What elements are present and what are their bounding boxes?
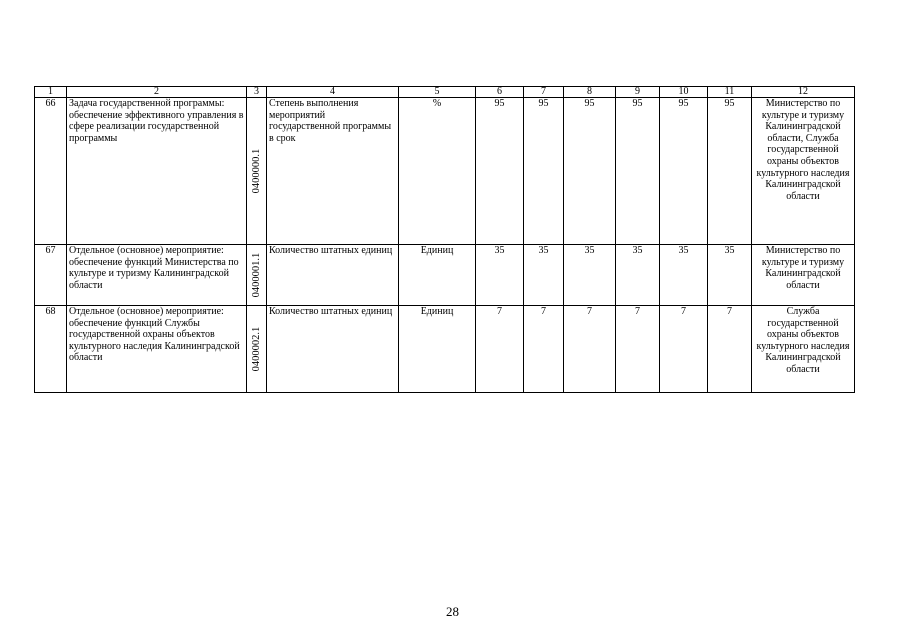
- value-cell: 7: [660, 306, 708, 393]
- row-number: 67: [35, 245, 67, 306]
- value-cell: 95: [524, 98, 564, 245]
- event-name: Отдельное (основное) мероприятие: обеспечение функций Службы государственной охраны объектов культурного наследия Калининградской области: [67, 306, 247, 393]
- col-header: 10: [660, 87, 708, 98]
- code-text: 0400002.1: [250, 326, 262, 372]
- event-name: Отдельное (основное) мероприятие: обеспечение функций Министерства по культуре и туризму Калининградской области: [67, 245, 247, 306]
- column-number-row: [35, 87, 855, 98]
- row-number: 68: [35, 306, 67, 393]
- value-cell: 95: [708, 98, 752, 245]
- col-header: 12: [752, 87, 855, 98]
- responsible: Министерство по культуре и туризму Калининградской области: [752, 245, 855, 306]
- col-header: 9: [616, 87, 660, 98]
- responsible: Служба государственной охраны объектов культурного наследия Калининградской области: [752, 306, 855, 393]
- value-cell: 95: [660, 98, 708, 245]
- table-row: [35, 306, 855, 393]
- col-header: 4: [267, 87, 399, 98]
- unit: Единиц: [399, 245, 476, 306]
- value-cell: 35: [616, 245, 660, 306]
- code-cell: [247, 245, 267, 306]
- unit: Единиц: [399, 306, 476, 393]
- program-table: [34, 86, 855, 393]
- code-text: 0400001.1: [250, 252, 262, 298]
- unit: %: [399, 98, 476, 245]
- value-cell: 35: [476, 245, 524, 306]
- code-cell: [247, 306, 267, 393]
- indicator-name: Количество штатных единиц: [267, 245, 399, 306]
- col-header: 2: [67, 87, 247, 98]
- col-header: 3: [247, 87, 267, 98]
- col-header: 6: [476, 87, 524, 98]
- code-text: 0400000.1: [250, 148, 262, 194]
- value-cell: 95: [616, 98, 660, 245]
- col-header: 11: [708, 87, 752, 98]
- table-row: [35, 98, 855, 245]
- col-header: 1: [35, 87, 67, 98]
- value-cell: 35: [564, 245, 616, 306]
- col-header: 8: [564, 87, 616, 98]
- value-cell: 35: [660, 245, 708, 306]
- col-header: 7: [524, 87, 564, 98]
- indicator-name: Количество штатных единиц: [267, 306, 399, 393]
- event-name: Задача государственной программы: обеспечение эффективного управления в сфере реализации государственной программы: [67, 98, 247, 245]
- value-cell: 7: [616, 306, 660, 393]
- value-cell: 7: [524, 306, 564, 393]
- value-cell: 35: [524, 245, 564, 306]
- responsible: Министерство по культуре и туризму Калининградской области, Служба государственной охраны объектов культурного наследия Калининградской области: [752, 98, 855, 245]
- row-number: 66: [35, 98, 67, 245]
- table-row: [35, 245, 855, 306]
- value-cell: 7: [476, 306, 524, 393]
- page-number: 28: [446, 604, 459, 619]
- indicator-name: Степень выполнения мероприятий государственной программы в срок: [267, 98, 399, 245]
- col-header: 5: [399, 87, 476, 98]
- value-cell: 95: [476, 98, 524, 245]
- value-cell: 35: [708, 245, 752, 306]
- code-cell: [247, 98, 267, 245]
- value-cell: 7: [708, 306, 752, 393]
- value-cell: 7: [564, 306, 616, 393]
- value-cell: 95: [564, 98, 616, 245]
